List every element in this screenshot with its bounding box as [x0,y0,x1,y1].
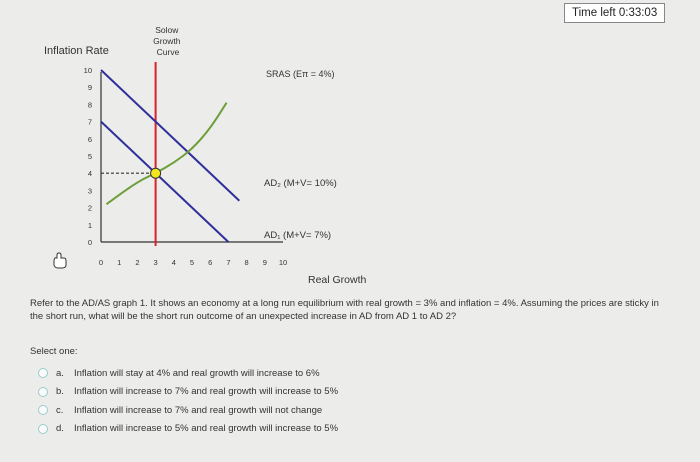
time-left-indicator: Time left 0:33:03 [564,3,665,23]
option-text: Inflation will stay at 4% and real growth will increase to 6% [74,367,320,379]
y-tick-label: 2 [87,203,92,213]
x-tick-label: 10 [278,258,288,267]
y-tick-label: 5 [87,152,92,161]
solow-label-line-2: Growth [153,36,181,46]
y-tick-label: 1 [87,220,92,230]
ad2-curve [101,70,239,201]
x-tick-label: 8 [244,258,249,267]
option-c[interactable] [38,401,338,420]
y-tick-label: 8 [87,100,92,110]
option-text: Inflation will increase to 7% and real growth will not change [74,404,323,416]
option-d[interactable] [38,420,338,439]
x-tick-label: 7 [226,258,231,267]
answer-options [38,364,338,438]
ad1-label: AD₁ (M+V= 7%) [264,230,332,241]
y-tick-label: 4 [87,169,92,179]
solow-label-line-1: Solow [155,25,179,35]
select-one-label: Select one: [30,346,78,357]
question-text: Refer to the AD/AS graph 1. It shows an economy at a long run equilibrium with real growth = 3% and inflation = 4%. Assuming the prices are sticky in the short run, what will be the short run outcome of an unexpected increase in AD from AD 1 to AD 2? [30,298,659,322]
solow-label-line-3: Curve [156,47,180,57]
x-tick-label: 5 [189,258,195,267]
solow-curve-label [153,25,183,57]
y-tick-label: 3 [87,186,92,196]
y-tick-label: 6 [87,134,92,144]
option-a[interactable] [38,364,338,383]
y-tick-label: 0 [87,238,92,247]
x-tick-label: 9 [262,258,267,267]
radio-d[interactable] [38,424,48,434]
radio-a[interactable] [38,368,48,378]
x-tick-labels [99,258,287,267]
y-tick-label: 9 [87,83,92,93]
y-tick-labels [84,66,92,247]
x-axis-title: Real Growth [308,274,367,286]
hand-cursor-icon [54,253,66,268]
option-letter: b. [56,386,64,398]
y-axis-title: Inflation Rate [44,45,109,57]
sras-curve [106,103,226,204]
option-text: Inflation will increase to 5% and real growth will increase to 5% [74,423,339,435]
x-tick-label: 6 [208,258,213,267]
x-tick-label: 2 [135,258,140,267]
x-tick-label: 1 [117,258,122,267]
radio-c[interactable] [38,405,48,415]
option-b[interactable] [38,383,338,402]
y-tick-label: 7 [87,117,92,127]
option-letter: d. [56,423,64,435]
x-tick-label: 4 [171,258,176,267]
x-tick-label: 0 [98,258,104,267]
x-tick-label: 3 [153,258,158,267]
ad2-label: AD₂ (M+V= 10%) [264,178,337,189]
option-letter: c. [56,404,64,416]
equilibrium-point [151,168,161,178]
ad1-curve [101,122,228,242]
sras-label: SRAS (Eπ = 4%) [266,69,335,79]
radio-b[interactable] [38,387,48,397]
option-letter: a. [56,367,64,379]
option-text: Inflation will increase to 7% and real growth will increase to 5% [74,386,339,398]
y-tick-label: 10 [83,66,92,75]
